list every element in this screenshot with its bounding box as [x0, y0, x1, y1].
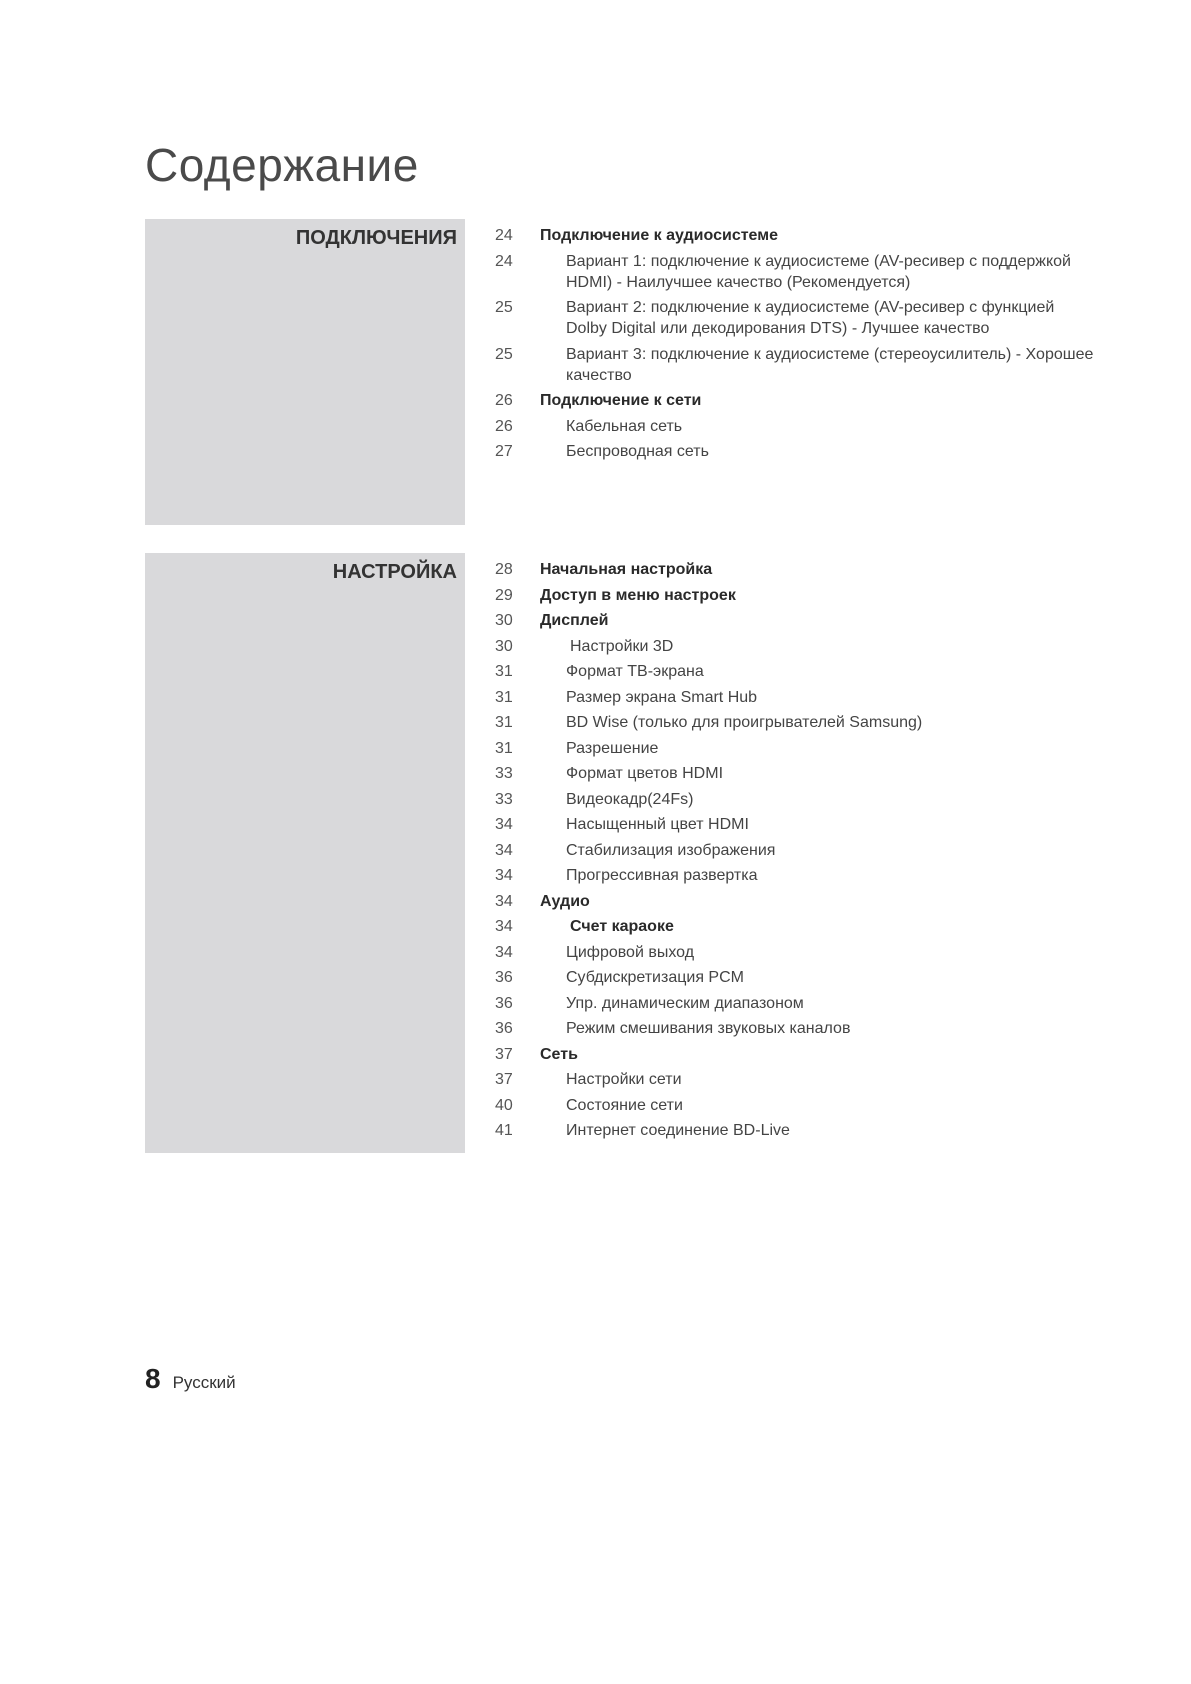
toc-page-number: 33 — [495, 790, 513, 808]
toc-subentry: Формат цветов HDMI — [566, 765, 724, 782]
toc-page-number: 33 — [495, 765, 513, 782]
section-setup — [145, 553, 1145, 1153]
toc-page-number: 28 — [495, 561, 513, 578]
toc-subentry: Размер экрана Smart Hub — [566, 688, 758, 706]
toc-page-number: 26 — [495, 392, 513, 409]
section-title: НАСТРОЙКА — [332, 561, 457, 583]
toc-page-number: 29 — [495, 586, 513, 604]
toc-entry[interactable] — [495, 993, 1095, 1014]
section-connections — [145, 219, 1145, 525]
toc-entry[interactable] — [495, 251, 1095, 293]
toc-page-number: 34 — [495, 816, 513, 833]
toc-entry[interactable] — [495, 610, 1095, 631]
toc-subentry: Настройки 3D — [570, 637, 674, 655]
toc-entry[interactable] — [495, 416, 1095, 437]
toc-page-number: 41 — [495, 1122, 513, 1139]
toc-entry[interactable] — [495, 1095, 1095, 1116]
toc-entry[interactable] — [495, 840, 1095, 861]
toc-page-number: 26 — [495, 417, 513, 435]
toc-subentry: Цифровой выход — [566, 943, 695, 961]
toc-subentry: Счет караоке — [570, 918, 674, 935]
toc-entry[interactable] — [495, 712, 1095, 733]
toc-entry[interactable] — [495, 559, 1095, 580]
page-number: 8 — [145, 1363, 161, 1394]
toc-entry[interactable] — [495, 814, 1095, 835]
toc-page-number: 31 — [495, 688, 513, 706]
toc-entry[interactable] — [495, 1069, 1095, 1090]
toc-subentry: Вариант 1: подключение к аудиосистеме (AV-ресивер с поддержкой HDMI) - Наилучшее качество (Рекомендуется) — [566, 252, 1071, 291]
toc-page-number: 27 — [495, 443, 513, 460]
toc-page-number: 37 — [495, 1071, 513, 1088]
toc-page-number: 25 — [495, 345, 513, 363]
toc-list — [495, 225, 1095, 467]
toc-entry[interactable] — [495, 441, 1095, 462]
toc-page-number: 36 — [495, 994, 513, 1012]
toc-page-number: 36 — [495, 1020, 513, 1037]
toc-page-number: 34 — [495, 918, 513, 935]
section-title: ПОДКЛЮЧЕНИЯ — [295, 227, 457, 249]
toc-subentry: BD Wise (только для проигрывателей Samsung) — [566, 714, 923, 731]
toc-page-number: 31 — [495, 714, 513, 731]
toc-subentry: Беспроводная сеть — [566, 443, 709, 460]
toc-page-number: 34 — [495, 943, 513, 961]
toc-entry[interactable] — [495, 661, 1095, 682]
toc-page-number: 30 — [495, 637, 513, 655]
toc-heading: Дисплей — [540, 612, 609, 629]
toc-entry[interactable] — [495, 1018, 1095, 1039]
toc-page-number: 24 — [495, 227, 513, 244]
toc-subentry: Разрешение — [566, 739, 659, 757]
toc-entry[interactable] — [495, 585, 1095, 606]
toc-heading: Аудио — [540, 892, 590, 910]
page-title: Содержание — [145, 139, 419, 191]
toc-entry[interactable] — [495, 390, 1095, 411]
toc-page-number: 30 — [495, 612, 513, 629]
toc-heading: Подключение к сети — [540, 392, 702, 409]
toc-subentry: Настройки сети — [566, 1071, 682, 1088]
toc-entry[interactable] — [495, 865, 1095, 886]
toc-subentry: Режим смешивания звуковых каналов — [566, 1020, 851, 1037]
toc-entry[interactable] — [495, 344, 1095, 386]
toc-entry[interactable] — [495, 1120, 1095, 1141]
toc-list — [495, 559, 1095, 1146]
toc-entry[interactable] — [495, 1044, 1095, 1065]
toc-subentry: Состояние сети — [566, 1096, 683, 1114]
toc-page-number: 34 — [495, 892, 513, 910]
toc-heading: Сеть — [540, 1045, 578, 1063]
toc-entry[interactable] — [495, 891, 1095, 912]
section-box — [145, 219, 465, 525]
section-box — [145, 553, 465, 1153]
toc-page-number: 25 — [495, 299, 513, 316]
toc-page-number: 40 — [495, 1096, 513, 1114]
page-footer — [145, 1363, 236, 1395]
toc-subentry: Вариант 3: подключение к аудиосистеме (стереоусилитель) - Хорошее качество — [566, 345, 1094, 384]
toc-page-number: 34 — [495, 867, 513, 884]
toc-subentry: Интернет соединение BD-Live — [566, 1122, 790, 1139]
toc-page-number: 31 — [495, 663, 513, 680]
toc-entry[interactable] — [495, 225, 1095, 246]
toc-heading: Доступ в меню настроек — [540, 586, 736, 604]
toc-page-number: 37 — [495, 1045, 513, 1063]
toc-entry[interactable] — [495, 763, 1095, 784]
toc-entry[interactable] — [495, 687, 1095, 708]
toc-subentry: Видеокадр(24Fs) — [566, 790, 694, 808]
toc-subentry: Насыщенный цвет HDMI — [566, 816, 749, 833]
toc-page-number: 36 — [495, 969, 513, 986]
toc-entry[interactable] — [495, 738, 1095, 759]
toc-page-number: 24 — [495, 252, 513, 270]
toc-page-number: 34 — [495, 841, 513, 859]
toc-entry[interactable] — [495, 297, 1095, 339]
toc-subentry: Субдискретизация PCM — [566, 969, 744, 986]
toc-heading: Подключение к аудиосистеме — [540, 227, 778, 244]
toc-subentry: Кабельная сеть — [566, 417, 683, 435]
language-label: Русский — [172, 1373, 236, 1392]
toc-entry[interactable] — [495, 636, 1095, 657]
toc-subentry: Прогрессивная развертка — [566, 867, 758, 884]
toc-heading: Начальная настройка — [540, 561, 713, 578]
toc-subentry: Формат ТВ-экрана — [566, 663, 704, 680]
toc-subentry: Вариант 2: подключение к аудиосистеме (AV-ресивер с функцией Dolby Digital или декодирования DTS) - Лучшее качество — [566, 299, 1055, 337]
toc-subentry: Стабилизация изображения — [566, 841, 776, 859]
toc-entry[interactable] — [495, 789, 1095, 810]
toc-page-number: 31 — [495, 739, 513, 757]
toc-entry[interactable] — [495, 967, 1095, 988]
toc-entry[interactable] — [495, 916, 1095, 937]
toc-subentry: Упр. динамическим диапазоном — [566, 994, 804, 1012]
toc-entry[interactable] — [495, 942, 1095, 963]
